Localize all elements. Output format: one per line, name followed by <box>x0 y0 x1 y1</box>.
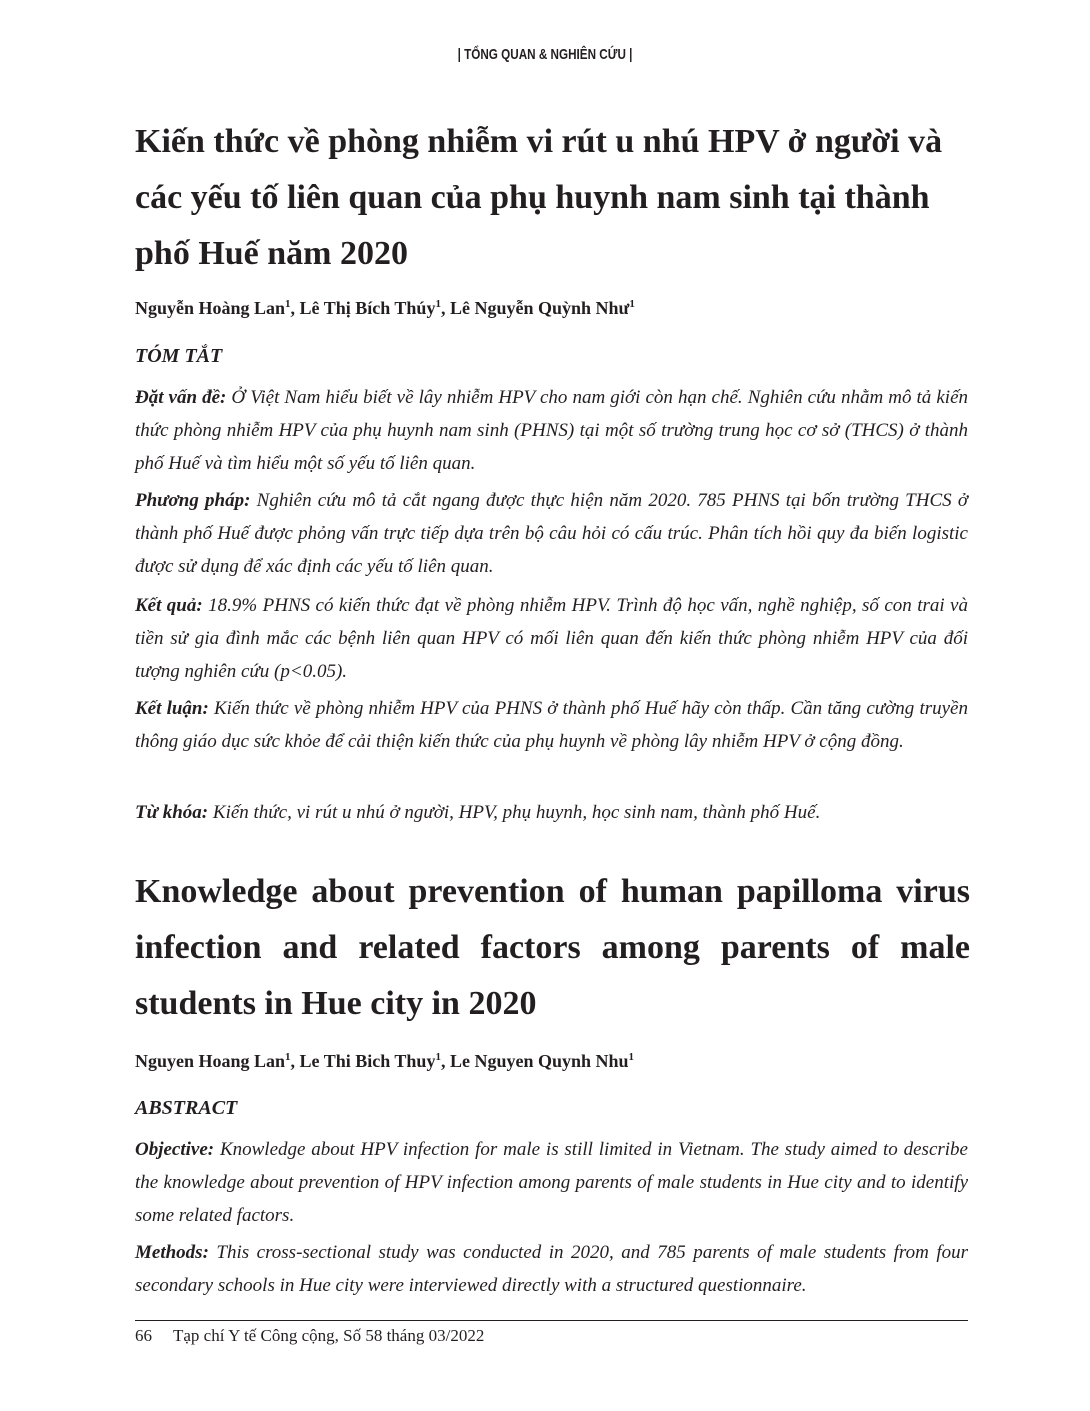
author-affiliation: 1 <box>435 298 441 310</box>
author-separator: , <box>440 1051 450 1071</box>
author-separator: , <box>290 1051 300 1071</box>
author-name: Lê Nguyễn Quỳnh Như <box>449 298 630 318</box>
author-name: Le Thi Bich Thuy <box>299 1051 436 1071</box>
abstract-section-background <box>135 381 968 480</box>
section-text: 18.9% PHNS có kiến thức đạt về phòng nhiễm HPV. Trình độ học vấn, nghề nghiệp, số con trai và tiền sử gia đình mắc các bệnh liên quan HPV có mối liên quan đến kiến thức phòng nhiễm HPV của đối tượng nghiên cứu (p<0.05). <box>135 595 968 682</box>
section-label: Từ khóa: <box>135 802 209 823</box>
abstract-section-objective <box>135 1133 968 1232</box>
abstract-section-methods-en <box>135 1236 968 1302</box>
title-line: infection and related factors among parents of male <box>135 929 970 966</box>
footer-divider <box>135 1320 968 1321</box>
author-affiliation: 1 <box>435 1051 441 1063</box>
author-affiliation: 1 <box>628 1051 635 1063</box>
journal-citation: Tạp chí Y tế Công cộng, Số 58 tháng 03/2022 <box>173 1326 485 1345</box>
authors-english <box>135 1051 634 1072</box>
abstract-section-results-vi <box>135 589 968 688</box>
author-separator: , <box>440 298 450 318</box>
title-line: students in Hue city in 2020 <box>135 985 537 1022</box>
title-line: phố Huế năm 2020 <box>135 235 408 272</box>
title-line: Knowledge about prevention of human papilloma virus <box>135 873 970 910</box>
section-label: Đặt vấn đề: <box>135 387 227 408</box>
author-affiliation: 1 <box>285 298 291 310</box>
author-affiliation: 1 <box>285 1051 291 1063</box>
abstract-section-keywords-vi <box>135 796 968 829</box>
title-line: các yếu tố liên quan của phụ huynh nam sinh tại thành <box>135 179 930 216</box>
section-label: Kết luận: <box>135 698 209 719</box>
section-text: Ở Việt Nam hiểu biết về lây nhiễm HPV cho nam giới còn hạn chế. Nghiên cứu nhằm mô tả kiến thức phòng nhiễm HPV của phụ huynh nam sinh (PHNS) tại một số trường trung học cơ sở (THCS) ở thành phố Huế và tìm hiểu một số yếu tố liên quan. <box>135 387 968 474</box>
section-label: Phương pháp: <box>135 490 251 511</box>
title-line: Kiến thức về phòng nhiễm vi rút u nhú HPV ở người và <box>135 123 943 160</box>
section-label: Methods: <box>135 1242 209 1263</box>
section-label: Kết quả: <box>135 595 203 616</box>
author-name: Nguyễn Hoàng Lan <box>135 298 286 318</box>
author-separator: , <box>290 298 300 318</box>
author-name: Lê Thị Bích Thúy <box>299 298 436 318</box>
section-header: | TỔNG QUAN & NGHIÊN CỨU | <box>457 46 633 63</box>
page-footer <box>135 1326 484 1346</box>
title-vietnamese <box>135 114 970 282</box>
page-number: 66 <box>135 1326 152 1345</box>
author-affiliation: 1 <box>629 298 635 310</box>
section-label: Objective: <box>135 1139 215 1160</box>
title-english <box>135 864 970 1032</box>
section-text: This cross-sectional study was conducted in 2020, and 785 parents of male students from four secondary schools in Hue city were interviewed directly with a structured questionnaire. <box>135 1242 968 1296</box>
author-name: Nguyen Hoang Lan <box>135 1051 286 1071</box>
authors-vietnamese <box>135 298 635 319</box>
author-name: Le Nguyen Quynh Nhu <box>449 1051 629 1071</box>
abstract-heading-vietnamese: TÓM TẮT <box>135 345 223 367</box>
abstract-section-conclusion-vi <box>135 692 968 758</box>
section-text: Kiến thức về phòng nhiễm HPV của PHNS ở thành phố Huế hãy còn thấp. Cần tăng cường truyền thông giáo dục sức khỏe để cải thiện kiến thức của phụ huynh về phòng lây nhiễm HPV ở cộng đồng. <box>135 698 968 752</box>
section-text: Kiến thức, vi rút u nhú ở người, HPV, phụ huynh, học sinh nam, thành phố Huế. <box>208 802 821 823</box>
section-text: Nghiên cứu mô tả cắt ngang được thực hiện năm 2020. 785 PHNS tại bốn trường THCS ở thành phố Huế được phỏng vấn trực tiếp dựa trên bộ câu hỏi có cấu trúc. Phân tích hồi quy đa biến logistic được sử dụng để xác định các yếu tố liên quan. <box>135 490 969 577</box>
section-text: Knowledge about HPV infection for male is still limited in Vietnam. The study aimed to describe the knowledge about prevention of HPV infection among parents of male students in Hue city and to identify some related factors. <box>135 1139 968 1226</box>
abstract-heading-english: ABSTRACT <box>135 1097 238 1119</box>
abstract-section-methods-vi <box>135 484 968 583</box>
